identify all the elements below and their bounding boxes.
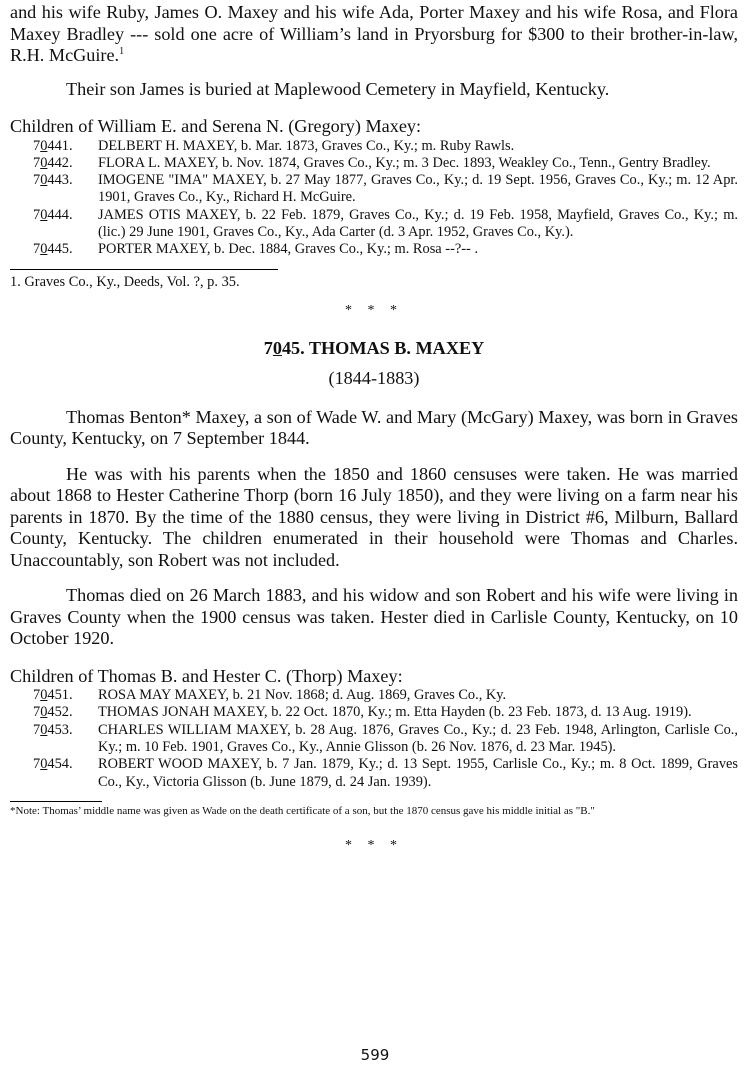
footnote-1: 1. Graves Co., Ky., Deeds, Vol. ?, p. 35. <box>10 273 240 290</box>
page-body <box>10 0 738 854</box>
paragraph-2: He was with his parents when the 1850 and 1860 censuses were taken. He was married about 1868 to Hester Catherine Thorp (born 16 July 1850), and they were living on a farm near his parents in 1870. By the time of the 1880 census, they were living in District #6, Milburn, Ballard County, Kentucky. The children enumerated in their household were Thomas and Charles. Unaccountably, son Robert was not included. <box>10 463 738 570</box>
child-number: 70443. <box>33 172 73 189</box>
child-entry <box>33 704 738 721</box>
child-number: 70453. <box>33 721 73 738</box>
child-text: IMOGENE "IMA" MAXEY, b. 27 May 1877, Graves Co., Ky.; d. 19 Sept. 1956, Graves Co., Ky.; m. 12 Apr. 1901, Graves Co., Ky., Richard H. McGuire. <box>98 172 738 206</box>
child-entry <box>33 138 738 155</box>
note-rule <box>10 801 102 802</box>
page-number: 599 <box>360 1046 390 1064</box>
children-heading-william: Children of William E. and Serena N. (Gregory) Maxey: <box>10 116 422 136</box>
child-text: JAMES OTIS MAXEY, b. 22 Feb. 1879, Graves Co., Ky.; d. 19 Feb. 1958, Mayfield, Graves Co., Ky.; m. (lic.) 29 June 1901, Graves Co., Ky., Ada Carter (d. 3 Apr. 1952, Graves Co., Ky.). <box>98 206 738 240</box>
note-text: *Note: Thomas’ middle name was given as Wade on the death certificate of a son, but the 1870 census gave his middle initial as "B." <box>10 804 595 817</box>
child-number: 70442. <box>33 154 73 171</box>
child-number: 70445. <box>33 241 73 258</box>
burial-paragraph: Their son James is buried at Maplewood Cemetery in Mayfield, Kentucky. <box>66 78 610 99</box>
section-title: 7045. THOMAS B. MAXEY <box>263 337 485 358</box>
child-text: DELBERT H. MAXEY, b. Mar. 1873, Graves Co., Ky.; m. Ruby Rawls. <box>98 137 515 154</box>
child-number: 70441. <box>33 137 73 154</box>
child-text: ROBERT WOOD MAXEY, b. 7 Jan. 1879, Ky.; d. 13 Sept. 1955, Carlisle Co., Ky.; m. 8 Oct. 1899, Graves Co., Ky., Victoria Glisson (b. June 1879, d. 24 Jan. 1939). <box>98 756 738 790</box>
children-list-william <box>33 138 738 259</box>
children-list-thomas <box>33 687 738 791</box>
child-text: ROSA MAY MAXEY, b. 21 Nov. 1868; d. Aug. 1869, Graves Co., Ky. <box>98 687 507 704</box>
child-number: 70451. <box>33 687 73 704</box>
child-number: 70444. <box>33 206 73 223</box>
child-text: CHARLES WILLIAM MAXEY, b. 28 Aug. 1876, Graves Co., Ky.; d. 23 Feb. 1948, Arlington, Carlisle Co., Ky.; m. 10 Feb. 1901, Graves Co., Ky., Annie Glisson (b. 26 Nov. 1876, d. 23 Mar. 1945). <box>98 721 738 755</box>
section-separator-bottom: * * * <box>345 837 403 853</box>
child-entry <box>33 722 738 757</box>
footnote-marker: 1 <box>119 45 125 57</box>
section-years: (1844-1883) <box>328 367 420 388</box>
child-entry <box>33 756 738 791</box>
top-paragraph: and his wife Ruby, James O. Maxey and his wife Ada, Porter Maxey and his wife Rosa, and Flora Maxey Bradley --- sold one acre of William’s land in Pryorsburg for $300 to their brother-in-law, R.H. McGuire.$^1$ <box>10 2 738 65</box>
child-text: THOMAS JONAH MAXEY, b. 22 Oct. 1870, Ky.; m. Etta Hayden (b. 23 Feb. 1873, d. 13 Aug. 1919). <box>98 704 692 721</box>
child-text: PORTER MAXEY, b. Dec. 1884, Graves Co., Ky.; m. Rosa --?-- . <box>98 241 479 258</box>
paragraph-3: Thomas died on 26 March 1883, and his widow and son Robert and his wife were living in Graves County when the 1900 census was taken. Hester died in Carlisle County, Kentucky, on 10 October 1920. <box>10 585 738 649</box>
child-entry <box>33 155 738 172</box>
child-entry <box>33 207 738 242</box>
paragraph-1: Thomas Benton* Maxey, a son of Wade W. and Mary (McGary) Maxey, was born in Graves County, Kentucky, on 7 September 1844. <box>10 406 738 449</box>
children-heading-thomas: Children of Thomas B. and Hester C. (Thorp) Maxey: <box>10 665 403 686</box>
child-number: 70454. <box>33 756 73 773</box>
child-entry <box>33 687 738 704</box>
child-number: 70452. <box>33 704 73 721</box>
child-entry <box>33 172 738 207</box>
child-text: FLORA L. MAXEY, b. Nov. 1874, Graves Co., Ky.; m. 3 Dec. 1893, Weakley Co., Tenn., Gentry Bradley. <box>98 154 711 171</box>
section-separator-top: * * * <box>345 302 403 318</box>
child-entry <box>33 241 738 258</box>
footnote-rule <box>10 269 278 270</box>
